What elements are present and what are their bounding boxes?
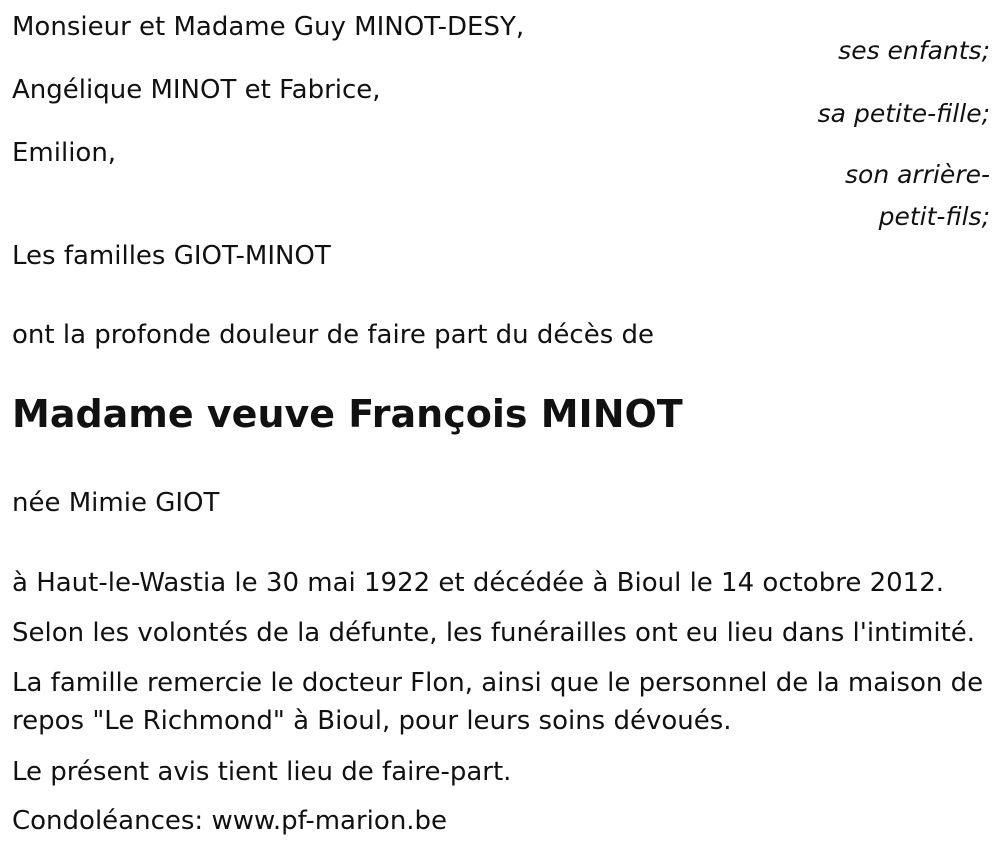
wishes-paragraph: Selon les volontés de la défunte, les funérailles ont eu lieu dans l'intimité. bbox=[12, 618, 976, 648]
announcement-text: ont la profonde douleur de faire part du décès de bbox=[12, 320, 655, 350]
role-line: petit-fils; bbox=[878, 202, 990, 231]
thanks-paragraph: La famille remercie le docteur Flon, ainsi que le personnel de la maison de repos "Le Richmond" à Bioul, pour leurs soins dévoués. bbox=[12, 668, 984, 736]
dates-paragraph: à Haut-le-Wastia le 30 mai 1922 et décédée à Bioul le 14 octobre 2012. bbox=[12, 568, 945, 598]
family-member-role bbox=[845, 154, 990, 238]
family-member-role: ses enfants; bbox=[838, 36, 990, 65]
notice-paragraph: Le présent avis tient lieu de faire-part. bbox=[12, 757, 512, 787]
family-member-role: sa petite-fille; bbox=[817, 99, 990, 128]
birth-name: née Mimie GIOT bbox=[12, 488, 220, 518]
family-member-name: Angélique MINOT et Fabrice, bbox=[12, 75, 381, 105]
condolences-link[interactable]: Condoléances: www.pf-marion.be bbox=[12, 806, 448, 836]
family-member-name: Monsieur et Madame Guy MINOT-DESY, bbox=[12, 12, 525, 42]
deceased-name: Madame veuve François MINOT bbox=[12, 392, 683, 436]
family-member-name: Emilion, bbox=[12, 138, 117, 168]
family-member-name: Les familles GIOT-MINOT bbox=[12, 241, 331, 271]
role-line: son arrière- bbox=[845, 160, 990, 189]
